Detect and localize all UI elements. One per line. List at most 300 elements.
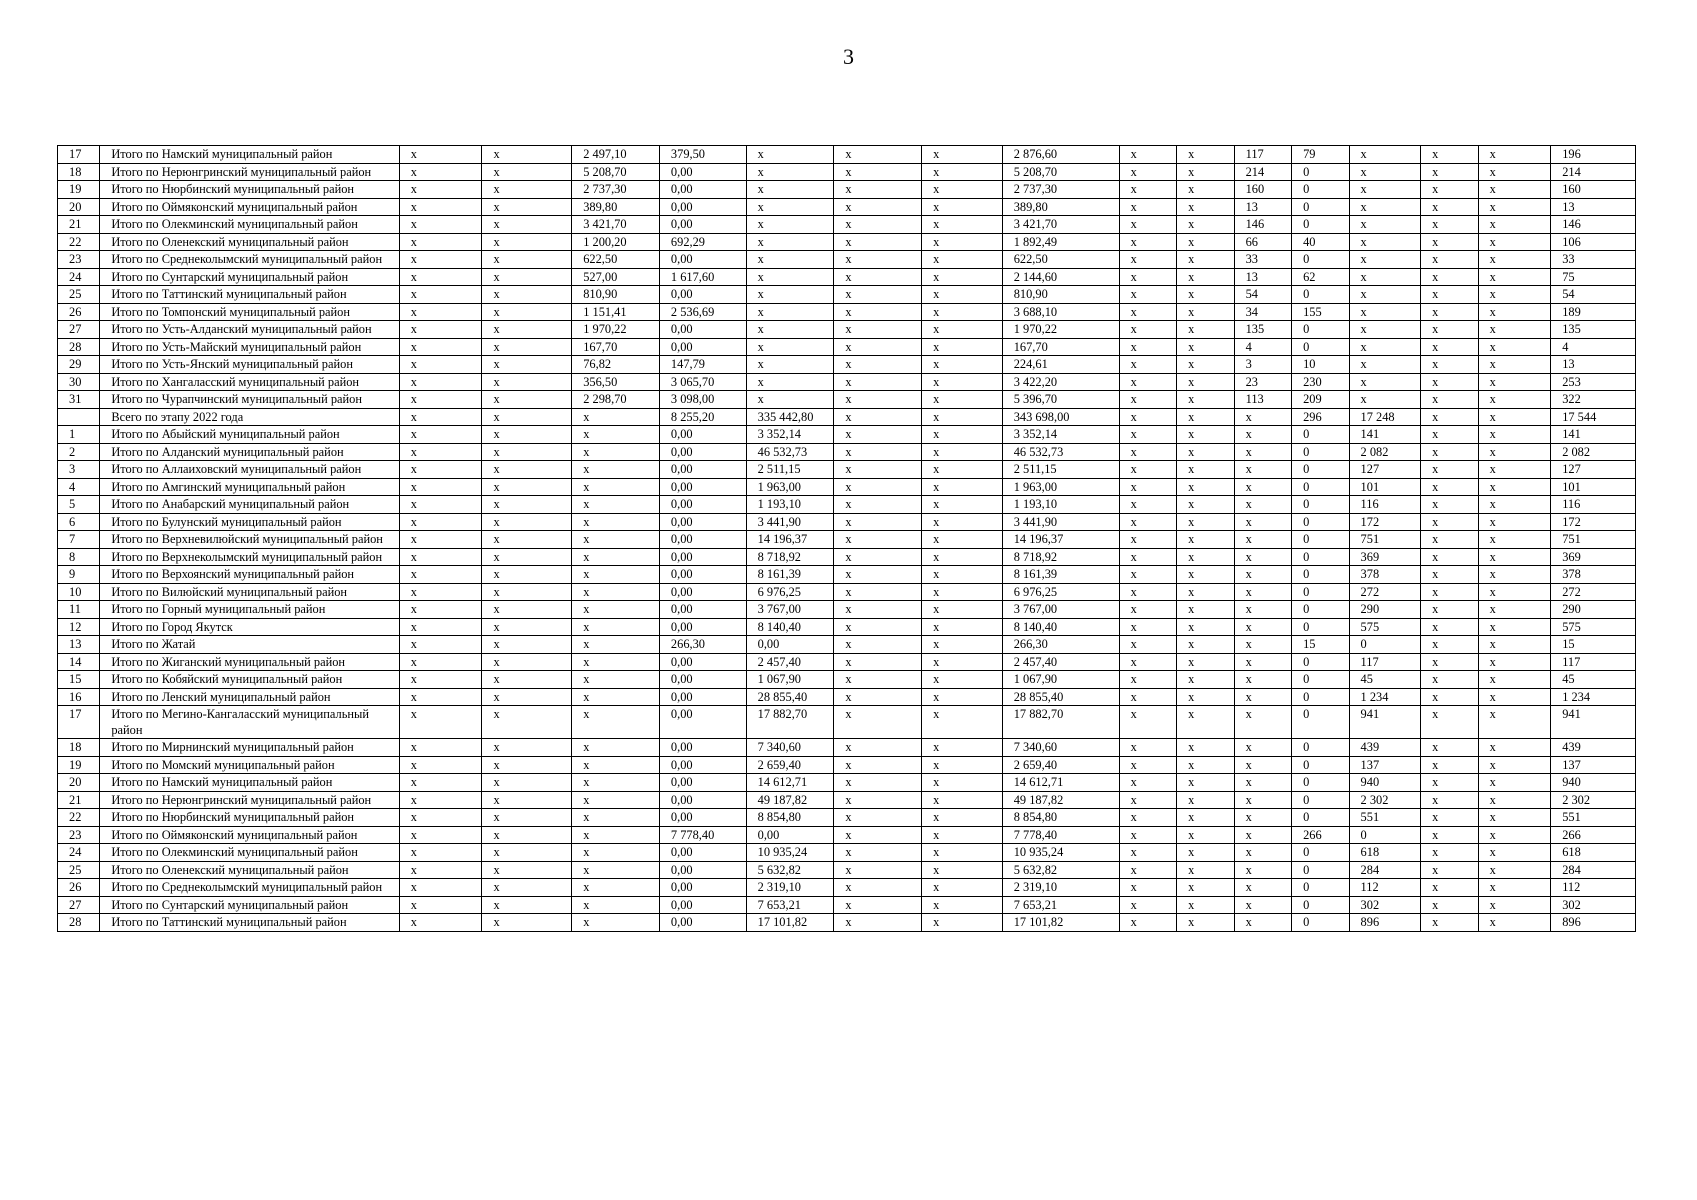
table-row (58, 233, 1636, 251)
cell-col-13: x (1234, 531, 1291, 549)
cell-col-5: x (572, 688, 660, 706)
cell-col-10: 3 421,70 (1002, 216, 1119, 234)
cell-col-17: x (1478, 914, 1551, 932)
cell-district-name: Итого по Нюрбинский муниципальный район (100, 809, 399, 827)
cell-col-11: x (1119, 233, 1176, 251)
cell-district-name: Итого по Оймяконский муниципальный район (100, 198, 399, 216)
cell-col-11: x (1119, 739, 1176, 757)
cell-row-number: 29 (58, 356, 100, 374)
cell-col-3: x (399, 844, 482, 862)
cell-col-12: x (1177, 443, 1234, 461)
cell-district-name: Итого по Верхоянский муниципальный район (100, 566, 399, 584)
cell-col-5: 810,90 (572, 286, 660, 304)
cell-col-18: 284 (1551, 861, 1636, 879)
cell-col-16: x (1421, 163, 1478, 181)
cell-col-11: x (1119, 408, 1176, 426)
cell-col-7: x (746, 146, 834, 164)
cell-col-6: 0,00 (659, 478, 746, 496)
cell-col-7: 2 511,15 (746, 461, 834, 479)
cell-col-17: x (1478, 461, 1551, 479)
cell-col-3: x (399, 566, 482, 584)
cell-col-18: 2 082 (1551, 443, 1636, 461)
cell-col-7: 7 340,60 (746, 739, 834, 757)
cell-row-number: 23 (58, 251, 100, 269)
cell-row-number: 17 (58, 706, 100, 739)
cell-col-18: 189 (1551, 303, 1636, 321)
cell-col-15: 0 (1349, 826, 1421, 844)
cell-col-9: x (922, 496, 1003, 514)
cell-district-name: Итого по Мегино-Кангаласский муниципальный район (100, 706, 399, 739)
table-row (58, 601, 1636, 619)
cell-col-10: 5 208,70 (1002, 163, 1119, 181)
cell-col-7: 8 140,40 (746, 618, 834, 636)
cell-col-8: x (834, 233, 922, 251)
cell-col-14: 10 (1292, 356, 1349, 374)
table-row (58, 426, 1636, 444)
cell-row-number: 20 (58, 774, 100, 792)
cell-col-17: x (1478, 861, 1551, 879)
cell-col-18: 266 (1551, 826, 1636, 844)
cell-col-5: x (572, 653, 660, 671)
cell-col-12: x (1177, 844, 1234, 862)
cell-col-18: 378 (1551, 566, 1636, 584)
cell-col-8: x (834, 583, 922, 601)
cell-col-16: x (1421, 181, 1478, 199)
cell-col-9: x (922, 583, 1003, 601)
cell-col-15: 127 (1349, 461, 1421, 479)
cell-district-name: Итого по Абыйский муниципальный район (100, 426, 399, 444)
cell-col-4: x (482, 861, 572, 879)
cell-col-16: x (1421, 268, 1478, 286)
cell-col-7: 7 653,21 (746, 896, 834, 914)
cell-col-3: x (399, 774, 482, 792)
cell-col-6: 0,00 (659, 879, 746, 897)
cell-col-16: x (1421, 844, 1478, 862)
cell-col-17: x (1478, 496, 1551, 514)
cell-row-number: 25 (58, 286, 100, 304)
cell-col-14: 0 (1292, 443, 1349, 461)
cell-col-7: x (746, 356, 834, 374)
cell-col-8: x (834, 443, 922, 461)
cell-col-15: x (1349, 356, 1421, 374)
cell-col-9: x (922, 408, 1003, 426)
cell-col-17: x (1478, 338, 1551, 356)
cell-district-name: Итого по Анабарский муниципальный район (100, 496, 399, 514)
cell-district-name: Итого по Сунтарский муниципальный район (100, 268, 399, 286)
cell-col-12: x (1177, 408, 1234, 426)
cell-col-18: 551 (1551, 809, 1636, 827)
cell-col-15: x (1349, 321, 1421, 339)
cell-col-17: x (1478, 408, 1551, 426)
cell-col-12: x (1177, 478, 1234, 496)
cell-col-11: x (1119, 636, 1176, 654)
cell-col-7: 14 196,37 (746, 531, 834, 549)
cell-col-13: x (1234, 548, 1291, 566)
cell-col-11: x (1119, 251, 1176, 269)
cell-district-name: Итого по Момский муниципальный район (100, 756, 399, 774)
cell-col-17: x (1478, 146, 1551, 164)
table-row (58, 356, 1636, 374)
cell-col-8: x (834, 338, 922, 356)
cell-col-5: x (572, 583, 660, 601)
cell-col-13: x (1234, 618, 1291, 636)
cell-col-17: x (1478, 531, 1551, 549)
cell-col-5: x (572, 601, 660, 619)
cell-col-16: x (1421, 879, 1478, 897)
cell-col-11: x (1119, 706, 1176, 739)
cell-col-7: 1 963,00 (746, 478, 834, 496)
cell-col-11: x (1119, 879, 1176, 897)
cell-col-8: x (834, 914, 922, 932)
cell-col-6: 3 098,00 (659, 391, 746, 409)
cell-col-15: 272 (1349, 583, 1421, 601)
cell-col-11: x (1119, 601, 1176, 619)
cell-col-17: x (1478, 286, 1551, 304)
cell-col-10: 3 688,10 (1002, 303, 1119, 321)
cell-col-17: x (1478, 739, 1551, 757)
cell-col-12: x (1177, 739, 1234, 757)
cell-col-4: x (482, 303, 572, 321)
cell-col-18: 896 (1551, 914, 1636, 932)
cell-row-number: 18 (58, 739, 100, 757)
cell-col-17: x (1478, 548, 1551, 566)
cell-col-8: x (834, 321, 922, 339)
cell-col-12: x (1177, 513, 1234, 531)
cell-col-12: x (1177, 496, 1234, 514)
cell-col-5: x (572, 861, 660, 879)
cell-col-18: 101 (1551, 478, 1636, 496)
cell-row-number: 26 (58, 879, 100, 897)
cell-col-11: x (1119, 268, 1176, 286)
cell-col-10: 28 855,40 (1002, 688, 1119, 706)
cell-col-4: x (482, 566, 572, 584)
cell-col-9: x (922, 216, 1003, 234)
cell-col-7: 8 161,39 (746, 566, 834, 584)
cell-row-number (58, 408, 100, 426)
cell-col-10: 3 352,14 (1002, 426, 1119, 444)
table-row (58, 531, 1636, 549)
cell-col-12: x (1177, 896, 1234, 914)
cell-col-15: 45 (1349, 671, 1421, 689)
cell-col-18: 135 (1551, 321, 1636, 339)
cell-col-7: 2 319,10 (746, 879, 834, 897)
cell-district-name: Итого по Горный муниципальный район (100, 601, 399, 619)
cell-col-13: 54 (1234, 286, 1291, 304)
cell-col-16: x (1421, 809, 1478, 827)
cell-col-18: 116 (1551, 496, 1636, 514)
cell-col-14: 230 (1292, 373, 1349, 391)
cell-col-16: x (1421, 496, 1478, 514)
cell-col-8: x (834, 251, 922, 269)
cell-col-3: x (399, 233, 482, 251)
table-row (58, 914, 1636, 932)
cell-col-14: 0 (1292, 548, 1349, 566)
cell-col-9: x (922, 688, 1003, 706)
cell-district-name: Итого по Усть-Янский муниципальный район (100, 356, 399, 374)
cell-district-name: Итого по Олекминский муниципальный район (100, 844, 399, 862)
table-row (58, 739, 1636, 757)
cell-col-16: x (1421, 791, 1478, 809)
cell-col-4: x (482, 478, 572, 496)
table-row (58, 478, 1636, 496)
cell-col-14: 266 (1292, 826, 1349, 844)
cell-col-7: 3 441,90 (746, 513, 834, 531)
cell-col-14: 0 (1292, 706, 1349, 739)
cell-col-9: x (922, 566, 1003, 584)
cell-col-9: x (922, 286, 1003, 304)
cell-col-8: x (834, 739, 922, 757)
cell-col-16: x (1421, 531, 1478, 549)
cell-col-17: x (1478, 583, 1551, 601)
cell-col-17: x (1478, 826, 1551, 844)
cell-col-15: x (1349, 286, 1421, 304)
cell-row-number: 1 (58, 426, 100, 444)
cell-col-5: x (572, 461, 660, 479)
cell-row-number: 6 (58, 513, 100, 531)
table-row (58, 408, 1636, 426)
cell-col-16: x (1421, 216, 1478, 234)
cell-row-number: 19 (58, 181, 100, 199)
cell-col-14: 0 (1292, 216, 1349, 234)
cell-row-number: 26 (58, 303, 100, 321)
table-row (58, 443, 1636, 461)
cell-col-17: x (1478, 373, 1551, 391)
table-body (58, 146, 1636, 932)
cell-district-name: Итого по Верхневилюйский муниципальный район (100, 531, 399, 549)
table-row (58, 706, 1636, 739)
cell-col-11: x (1119, 826, 1176, 844)
cell-col-16: x (1421, 443, 1478, 461)
table-row (58, 774, 1636, 792)
cell-col-9: x (922, 461, 1003, 479)
table-row (58, 321, 1636, 339)
cell-col-15: 112 (1349, 879, 1421, 897)
cell-district-name: Итого по Хангаласский муниципальный район (100, 373, 399, 391)
cell-col-4: x (482, 618, 572, 636)
cell-col-4: x (482, 233, 572, 251)
cell-col-11: x (1119, 583, 1176, 601)
cell-col-3: x (399, 861, 482, 879)
cell-col-9: x (922, 181, 1003, 199)
cell-col-5: x (572, 478, 660, 496)
cell-col-4: x (482, 791, 572, 809)
cell-col-16: x (1421, 896, 1478, 914)
cell-col-3: x (399, 688, 482, 706)
cell-col-5: x (572, 513, 660, 531)
cell-col-7: x (746, 181, 834, 199)
cell-col-13: x (1234, 879, 1291, 897)
cell-district-name: Итого по Томпонский муниципальный район (100, 303, 399, 321)
cell-col-8: x (834, 653, 922, 671)
cell-col-11: x (1119, 461, 1176, 479)
cell-col-14: 0 (1292, 844, 1349, 862)
cell-col-5: x (572, 914, 660, 932)
cell-col-4: x (482, 756, 572, 774)
cell-col-13: x (1234, 706, 1291, 739)
cell-col-12: x (1177, 601, 1234, 619)
cell-col-7: 2 457,40 (746, 653, 834, 671)
cell-col-4: x (482, 461, 572, 479)
table-row (58, 198, 1636, 216)
cell-col-3: x (399, 251, 482, 269)
cell-col-8: x (834, 844, 922, 862)
cell-col-8: x (834, 286, 922, 304)
cell-col-10: 2 511,15 (1002, 461, 1119, 479)
cell-district-name: Итого по Оленекский муниципальный район (100, 233, 399, 251)
cell-col-5: x (572, 408, 660, 426)
cell-col-5: x (572, 618, 660, 636)
cell-col-8: x (834, 181, 922, 199)
cell-col-12: x (1177, 233, 1234, 251)
cell-col-3: x (399, 791, 482, 809)
cell-col-14: 0 (1292, 583, 1349, 601)
cell-col-6: 0,00 (659, 914, 746, 932)
cell-col-7: x (746, 233, 834, 251)
cell-col-16: x (1421, 251, 1478, 269)
cell-col-7: 335 442,80 (746, 408, 834, 426)
cell-col-9: x (922, 356, 1003, 374)
cell-district-name: Итого по Нерюнгринский муниципальный район (100, 791, 399, 809)
cell-col-4: x (482, 181, 572, 199)
cell-col-16: x (1421, 146, 1478, 164)
cell-col-15: x (1349, 268, 1421, 286)
cell-col-12: x (1177, 671, 1234, 689)
cell-col-11: x (1119, 756, 1176, 774)
cell-col-3: x (399, 879, 482, 897)
cell-col-9: x (922, 373, 1003, 391)
cell-col-12: x (1177, 426, 1234, 444)
cell-col-15: 2 302 (1349, 791, 1421, 809)
cell-col-11: x (1119, 496, 1176, 514)
cell-col-4: x (482, 391, 572, 409)
cell-col-6: 692,29 (659, 233, 746, 251)
cell-col-12: x (1177, 321, 1234, 339)
cell-col-3: x (399, 461, 482, 479)
cell-row-number: 24 (58, 844, 100, 862)
cell-col-14: 0 (1292, 251, 1349, 269)
cell-col-9: x (922, 914, 1003, 932)
cell-col-9: x (922, 198, 1003, 216)
cell-col-3: x (399, 338, 482, 356)
table-row (58, 496, 1636, 514)
cell-col-5: 1 970,22 (572, 321, 660, 339)
cell-col-7: x (746, 198, 834, 216)
cell-col-12: x (1177, 791, 1234, 809)
cell-col-8: x (834, 496, 922, 514)
cell-col-13: 34 (1234, 303, 1291, 321)
cell-col-15: x (1349, 373, 1421, 391)
cell-col-17: x (1478, 774, 1551, 792)
cell-row-number: 15 (58, 671, 100, 689)
cell-row-number: 19 (58, 756, 100, 774)
cell-col-10: 2 457,40 (1002, 653, 1119, 671)
cell-col-8: x (834, 756, 922, 774)
cell-col-18: 196 (1551, 146, 1636, 164)
cell-col-3: x (399, 286, 482, 304)
cell-row-number: 24 (58, 268, 100, 286)
cell-col-12: x (1177, 548, 1234, 566)
cell-col-18: 75 (1551, 268, 1636, 286)
cell-col-18: 214 (1551, 163, 1636, 181)
cell-col-14: 0 (1292, 914, 1349, 932)
table-row (58, 268, 1636, 286)
cell-col-4: x (482, 426, 572, 444)
cell-col-13: x (1234, 896, 1291, 914)
cell-col-15: x (1349, 391, 1421, 409)
cell-col-11: x (1119, 181, 1176, 199)
cell-col-6: 0,00 (659, 286, 746, 304)
cell-col-12: x (1177, 756, 1234, 774)
cell-col-10: 7 778,40 (1002, 826, 1119, 844)
cell-col-14: 0 (1292, 809, 1349, 827)
cell-col-13: x (1234, 653, 1291, 671)
cell-col-16: x (1421, 461, 1478, 479)
cell-col-8: x (834, 774, 922, 792)
cell-col-6: 7 778,40 (659, 826, 746, 844)
cell-col-5: 622,50 (572, 251, 660, 269)
cell-district-name: Итого по Город Якутск (100, 618, 399, 636)
cell-col-6: 0,00 (659, 461, 746, 479)
cell-col-16: x (1421, 391, 1478, 409)
table-row (58, 809, 1636, 827)
cell-row-number: 5 (58, 496, 100, 514)
table-row (58, 756, 1636, 774)
cell-col-12: x (1177, 653, 1234, 671)
cell-col-5: x (572, 739, 660, 757)
cell-col-17: x (1478, 896, 1551, 914)
cell-col-17: x (1478, 163, 1551, 181)
cell-col-4: x (482, 739, 572, 757)
cell-col-14: 0 (1292, 426, 1349, 444)
table-row (58, 636, 1636, 654)
cell-col-9: x (922, 739, 1003, 757)
table-row (58, 181, 1636, 199)
cell-col-11: x (1119, 146, 1176, 164)
cell-col-6: 0,00 (659, 566, 746, 584)
cell-row-number: 18 (58, 163, 100, 181)
cell-col-3: x (399, 739, 482, 757)
cell-district-name: Итого по Намский муниципальный район (100, 146, 399, 164)
cell-col-7: x (746, 321, 834, 339)
cell-district-name: Итого по Среднеколымский муниципальный район (100, 879, 399, 897)
cell-col-9: x (922, 548, 1003, 566)
cell-col-12: x (1177, 688, 1234, 706)
cell-district-name: Итого по Кобяйский муниципальный район (100, 671, 399, 689)
cell-col-16: x (1421, 756, 1478, 774)
cell-col-5: 1 151,41 (572, 303, 660, 321)
cell-col-3: x (399, 163, 482, 181)
cell-col-14: 0 (1292, 896, 1349, 914)
cell-col-10: 5 396,70 (1002, 391, 1119, 409)
cell-col-17: x (1478, 181, 1551, 199)
cell-col-9: x (922, 809, 1003, 827)
cell-col-5: 5 208,70 (572, 163, 660, 181)
cell-col-11: x (1119, 618, 1176, 636)
cell-col-11: x (1119, 548, 1176, 566)
cell-col-17: x (1478, 233, 1551, 251)
cell-district-name: Итого по Олекминский муниципальный район (100, 216, 399, 234)
cell-col-3: x (399, 756, 482, 774)
cell-col-12: x (1177, 216, 1234, 234)
cell-col-9: x (922, 618, 1003, 636)
cell-col-10: 6 976,25 (1002, 583, 1119, 601)
cell-col-4: x (482, 601, 572, 619)
cell-col-5: 2 497,10 (572, 146, 660, 164)
cell-col-9: x (922, 391, 1003, 409)
cell-col-5: x (572, 671, 660, 689)
cell-col-13: x (1234, 496, 1291, 514)
cell-col-15: x (1349, 233, 1421, 251)
